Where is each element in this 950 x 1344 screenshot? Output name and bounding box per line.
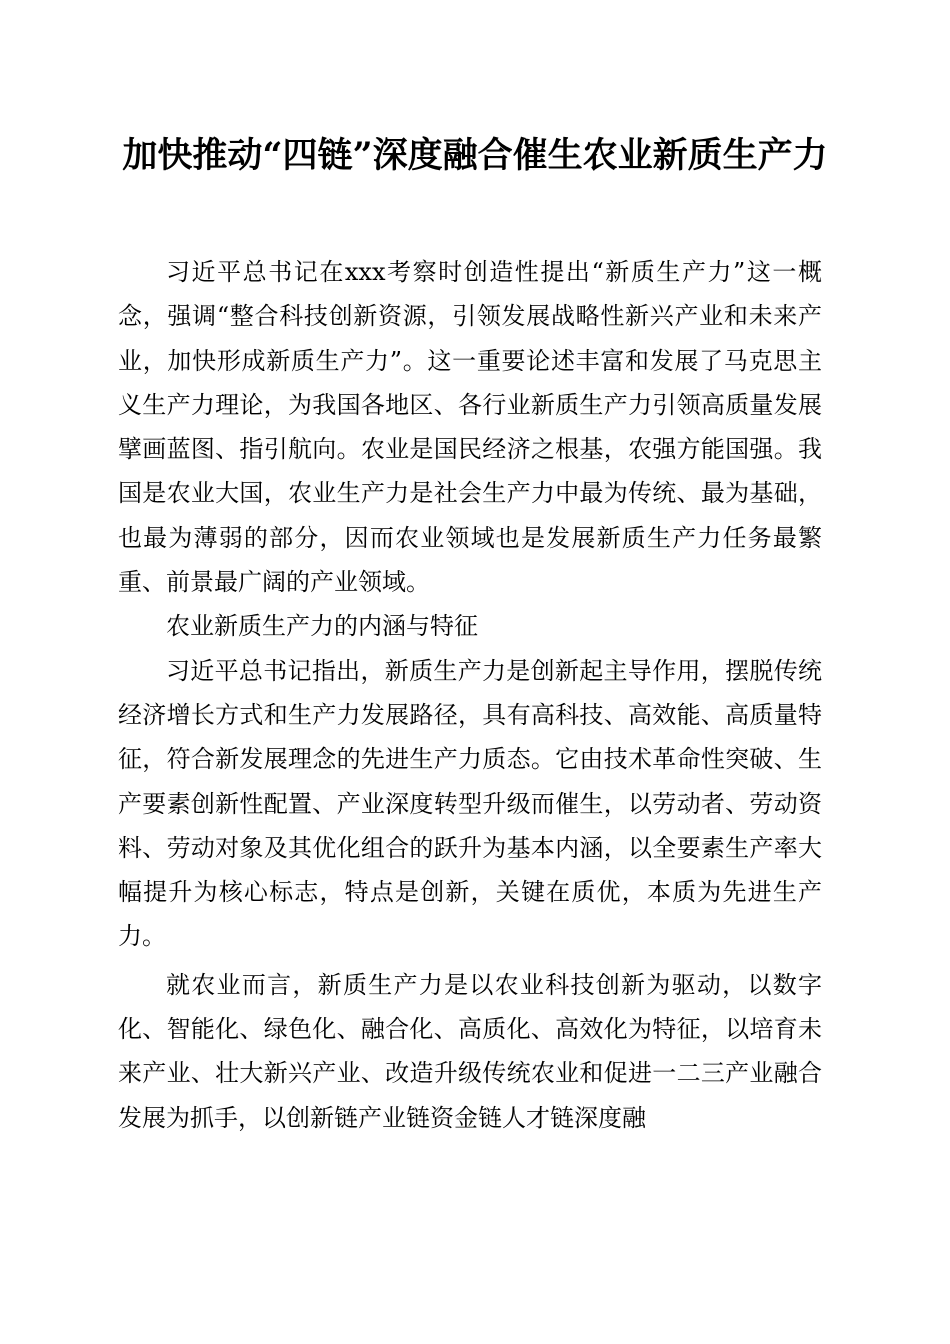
document-body	[118, 250, 822, 1140]
section-heading: 农业新质生产力的内涵与特征	[166, 612, 478, 641]
paragraph-agriculture: 就农业而言，新质生产力是以农业科技创新为驱动，以数字化、智能化、绿色化、融合化、高质化、高效化为特征，以培育未来产业、壮大新兴产业、改造升级传统农业和促进一二三产业融合发展为抓手，以创新链产业链资金链人才链深度融	[118, 970, 822, 1132]
paragraph-intro: 习近平总书记在xxx考察时创造性提出“新质生产力”这一概念，强调“整合科技创新资源，引领发展战略性新兴产业和未来产业，加快形成新质生产力”。这一重要论述丰富和发展了马克思主义生产力理论，为我国各地区、各行业新质生产力引领高质量发展擘画蓝图、指引航向。农业是国民经济之根基，农强方能国强。我国是农业大国，农业生产力是社会生产力中最为传统、最为基础，也最为薄弱的部分，因而农业领域也是发展新质生产力任务最繁重、前景最广阔的产业领域。	[118, 258, 822, 597]
paragraph-definition: 习近平总书记指出，新质生产力是创新起主导作用，摆脱传统经济增长方式和生产力发展路径，具有高科技、高效能、高质量特征，符合新发展理念的先进生产力质态。它由技术革命性突破、生产要素创新性配置、产业深度转型升级而催生，以劳动者、劳动资料、劳动对象及其优化组合的跃升为基本内涵，以全要素生产率大幅提升为核心标志，特点是创新，关键在质优，本质为先进生产力。	[118, 656, 822, 951]
document-title: 加快推动“四链”深度融合催生农业新质生产力	[122, 135, 828, 176]
